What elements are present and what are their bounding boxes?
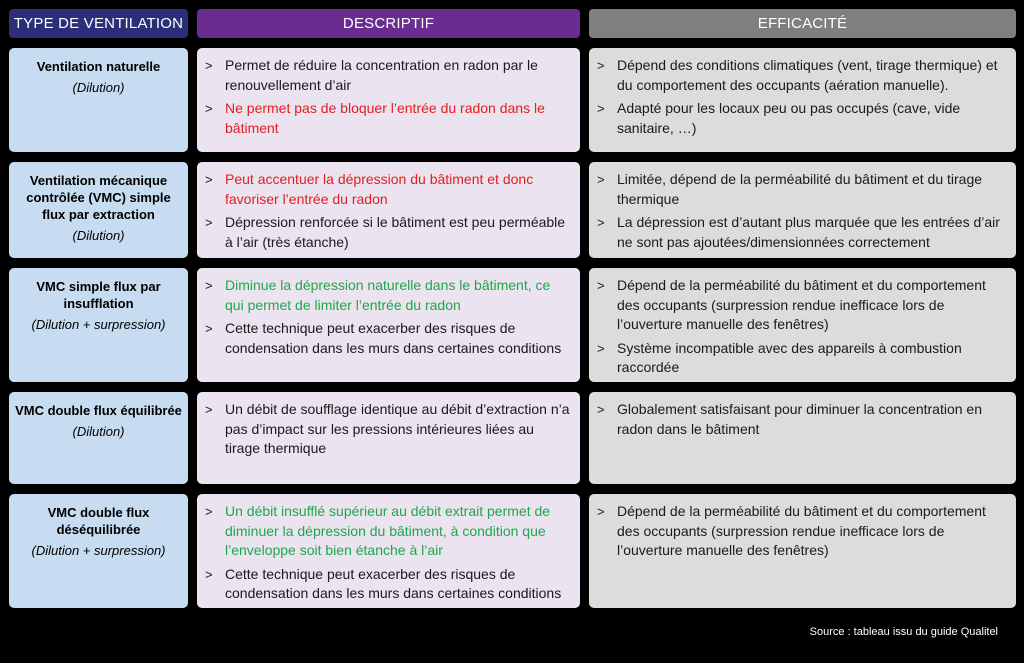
bullet-chevron-icon: > [205, 101, 213, 116]
eff-item [597, 213, 1008, 252]
header-type-ventilation: TYPE DE VENTILATION [9, 9, 188, 38]
desc-item-text: Un débit insufflé supérieur au débit extrait permet de diminuer la dépression du bâtiment, à condition que l’enveloppe soit bien étanche à l’air [225, 503, 551, 558]
eff-item [597, 276, 1008, 335]
desc-item [205, 170, 572, 209]
desc-item-text: Ne permet pas de bloquer l’entrée du radon dans le bâtiment [225, 100, 545, 136]
desc-item [205, 213, 572, 252]
eff-item-text: Adapté pour les locaux peu ou pas occupés (cave, vide sanitaire, …) [617, 100, 961, 136]
eff-item [597, 339, 1008, 378]
bullet-chevron-icon: > [205, 215, 213, 230]
eff-item-text: Limitée, dépend de la perméabilité du bâtiment et du tirage thermique [617, 171, 983, 207]
descriptif-cell [197, 48, 580, 152]
desc-item-text: Peut accentuer la dépression du bâtiment et donc favoriser l’entrée du radon [225, 171, 534, 207]
bullet-chevron-icon: > [597, 215, 605, 230]
efficacite-cell [589, 162, 1016, 258]
ventilation-type-name: VMC double flux équilibrée [15, 403, 182, 418]
desc-item-text: Un débit de soufflage identique au débit d’extraction n’a pas d’impact sur les pressions intérieures liées au tirage thermique [225, 401, 570, 456]
eff-item-text: Système incompatible avec des appareils à combustion raccordée [617, 339, 962, 375]
bullet-chevron-icon: > [205, 58, 213, 73]
bullet-chevron-icon: > [205, 504, 213, 519]
header-efficacite: EFFICACITÉ [589, 9, 1016, 38]
bullet-chevron-icon: > [597, 101, 605, 116]
ventilation-principle: (Dilution) [72, 424, 125, 439]
eff-item [597, 99, 1008, 138]
ventilation-principle: (Dilution) [72, 80, 125, 95]
bullet-chevron-icon: > [597, 172, 605, 187]
desc-item [205, 319, 572, 358]
bullet-chevron-icon: > [597, 278, 605, 293]
desc-item [205, 56, 572, 95]
type-cell [9, 494, 188, 608]
descriptif-cell [197, 494, 580, 608]
eff-item [597, 502, 1008, 561]
eff-item [597, 56, 1008, 95]
source-note: Source : tableau issu du guide Qualitel [809, 626, 998, 638]
ventilation-type-name: Ventilation mécanique contrôlée (VMC) simple flux par extraction [26, 173, 171, 222]
desc-item-text: Permet de réduire la concentration en radon par le renouvellement d’air [225, 57, 538, 93]
ventilation-principle: (Dilution + surpression) [31, 543, 166, 558]
descriptif-cell [197, 392, 580, 484]
eff-item-text: Dépend des conditions climatiques (vent, tirage thermique) et du comportement des occupants (aération manuelle). [617, 57, 998, 93]
desc-item-text: Diminue la dépression naturelle dans le bâtiment, ce qui permet de limiter l’entrée du radon [225, 277, 551, 313]
type-cell [9, 268, 188, 382]
bullet-chevron-icon: > [205, 321, 213, 336]
eff-item [597, 400, 1008, 439]
ventilation-type-name: VMC simple flux par insufflation [36, 279, 161, 311]
bullet-chevron-icon: > [205, 402, 213, 417]
desc-item-text: Dépression renforcée si le bâtiment est peu perméable à l’air (très étanche) [225, 214, 566, 250]
ventilation-type-name: VMC double flux déséquilibrée [47, 505, 150, 537]
bullet-chevron-icon: > [597, 58, 605, 73]
eff-item [597, 170, 1008, 209]
desc-item [205, 502, 572, 561]
bullet-chevron-icon: > [205, 172, 213, 187]
desc-item [205, 565, 572, 604]
ventilation-type-name: Ventilation naturelle [36, 59, 161, 74]
bullet-chevron-icon: > [205, 278, 213, 293]
bullet-chevron-icon: > [205, 566, 213, 582]
efficacite-cell [589, 494, 1016, 608]
desc-item [205, 99, 572, 138]
ventilation-principle: (Dilution) [72, 228, 125, 243]
efficacite-cell [589, 268, 1016, 382]
bullet-chevron-icon: > [597, 402, 605, 417]
desc-item [205, 400, 572, 459]
efficacite-cell [589, 392, 1016, 484]
eff-item-text: Dépend de la perméabilité du bâtiment et du comportement des occupants (surpression rendue inefficace lors de l’ouverture manuelle des fenêtres) [617, 503, 986, 558]
bullet-chevron-icon: > [597, 504, 605, 519]
bullet-chevron-icon: > [597, 340, 605, 356]
descriptif-cell [197, 162, 580, 258]
eff-item-text: Dépend de la perméabilité du bâtiment et du comportement des occupants (surpression rendue inefficace lors de l’ouverture manuelle des fenêtres) [617, 277, 986, 332]
descriptif-cell [197, 268, 580, 382]
desc-item-text: Cette technique peut exacerber des risques de condensation dans les murs dans certaines conditions [225, 320, 562, 356]
header-descriptif: DESCRIPTIF [197, 9, 580, 38]
efficacite-cell [589, 48, 1016, 152]
type-cell [9, 162, 188, 258]
type-cell [9, 48, 188, 152]
eff-item-text: Globalement satisfaisant pour diminuer la concentration en radon dans le bâtiment [617, 401, 982, 437]
ventilation-principle: (Dilution + surpression) [31, 317, 166, 332]
desc-item-text: Cette technique peut exacerber des risques de condensation dans les murs dans certaines conditions [225, 565, 562, 601]
desc-item [205, 276, 572, 315]
eff-item-text: La dépression est d’autant plus marquée que les entrées d’air ne sont pas ajoutées/dimensionnées correctement [617, 214, 1000, 250]
type-cell [9, 392, 188, 484]
